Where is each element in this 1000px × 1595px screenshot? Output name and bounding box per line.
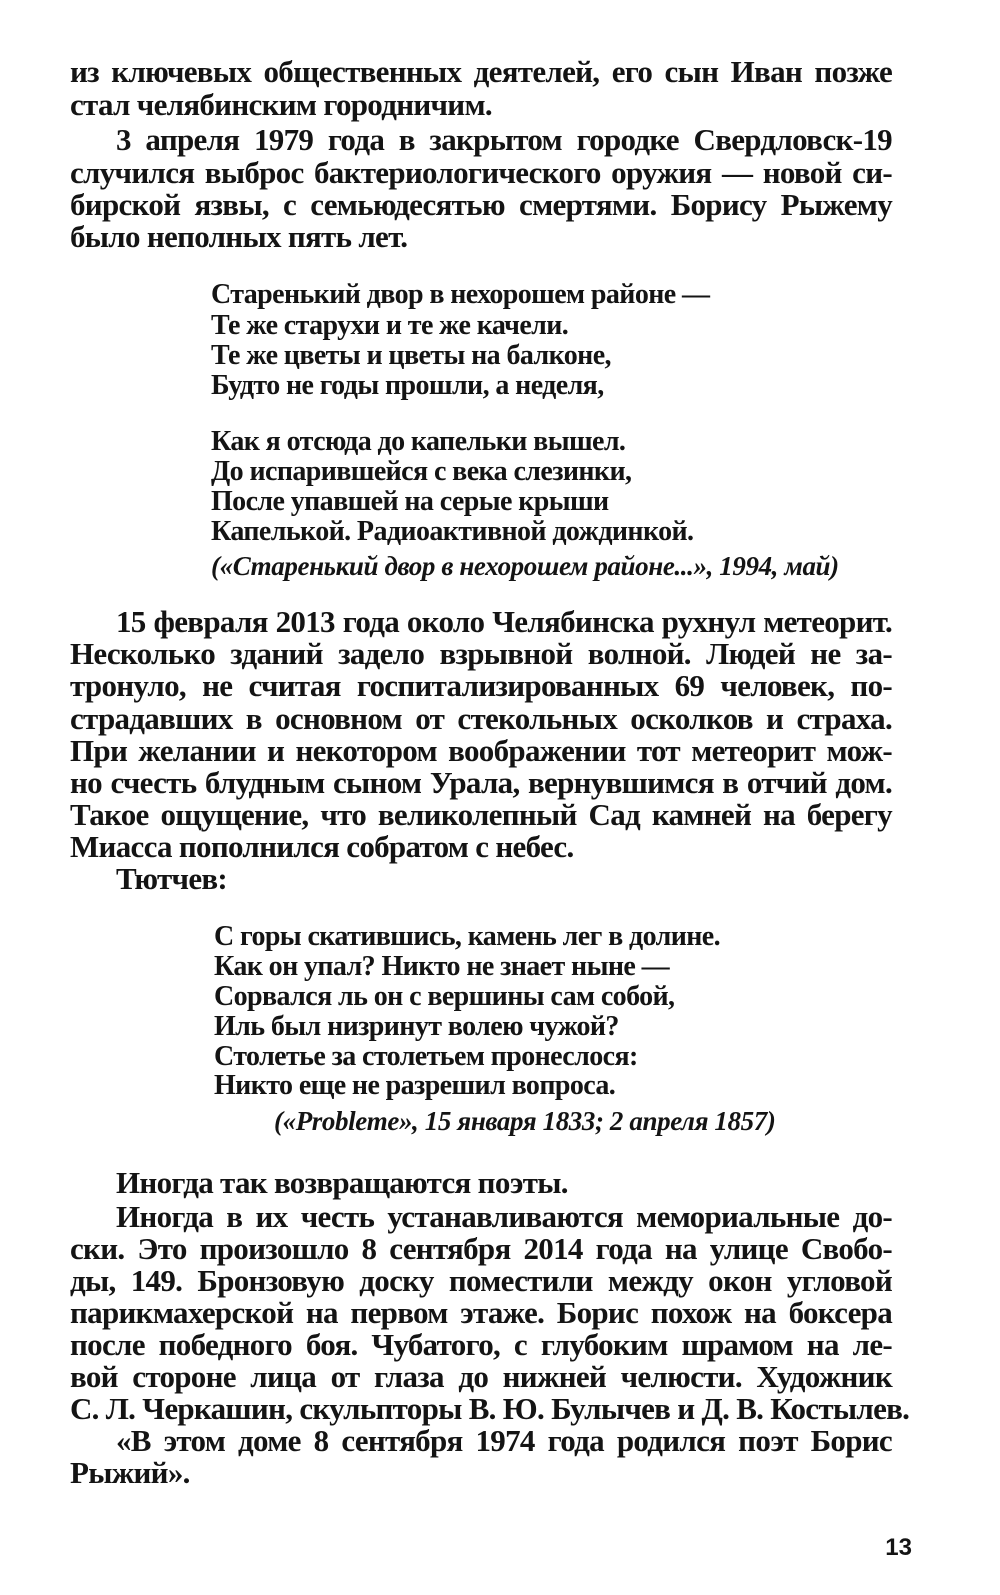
verse-line: С горы скатившись, камень лег в долине.: [214, 921, 721, 952]
verse-line: Никто еще не разрешил вопроса.: [214, 1070, 616, 1101]
verse-line: До испарившейся с века слезинки,: [211, 456, 632, 487]
text-line: Несколько зданий задело взрывной волной. Людей не за-: [70, 636, 892, 671]
page-number: 13: [885, 1534, 912, 1561]
verse-line: После упавшей на серые крыши: [211, 486, 609, 517]
poem-citation: («Старенький двор в нехорошем районе...», 1994, май): [211, 551, 839, 581]
verse-line: Как он упал? Никто не знает ныне —: [214, 951, 669, 982]
text-line: из ключевых общественных деятелей, его сын Иван позже: [70, 54, 892, 89]
text-line: Рыжий».: [70, 1455, 190, 1490]
text-line: но счесть блудным сыном Урала, вернувшимся в отчий дом.: [70, 765, 892, 800]
text-line: Такое ощущение, что великолепный Сад камней на берегу: [70, 797, 892, 832]
text-line: после победного боя. Чубатого, с глубоким шрамом на ле-: [70, 1327, 892, 1362]
text-line: случился выброс бактериологического оружия — новой си-: [70, 155, 892, 190]
text-line: При желании и некотором воображении тот метеорит мож-: [70, 733, 892, 768]
verse-line: Как я отсюда до капельки вышел.: [211, 426, 626, 457]
text-line: парикмахерской на первом этаже. Борис похож на боксера: [70, 1295, 892, 1330]
verse-line: Сорвался ль он с вершины сам собой,: [214, 981, 675, 1012]
text-line: было неполных пять лет.: [70, 219, 408, 254]
text-line: 3 апреля 1979 года в закрытом городке Свердловск-19: [116, 122, 892, 157]
text-line: Миасса пополнился собратом с небес.: [70, 829, 574, 864]
text-line: тронуло, не считая госпитализированных 69 человек, по-: [70, 668, 892, 703]
text-line: вой стороне лица от глаза до нижней челюсти. Художник: [70, 1359, 892, 1394]
text-line: «В этом доме 8 сентября 1974 года родился поэт Борис: [116, 1423, 892, 1458]
text-line: ды, 149. Бронзовую доску поместили между окон угловой: [70, 1263, 892, 1298]
poem-citation: («Probleme», 15 января 1833; 2 апреля 1857): [274, 1106, 776, 1136]
text-line: 15 февраля 2013 года около Челябинска рухнул метеорит.: [116, 604, 892, 639]
text-line: бирской язвы, с семьюдесятью смертями. Борису Рыжему: [70, 187, 892, 222]
verse-line: Столетье за столетьем пронеслося:: [214, 1041, 638, 1072]
text-line: страдавших в основном от стекольных осколков и страха.: [70, 701, 892, 736]
verse-line: Старенький двор в нехорошем районе —: [211, 279, 710, 310]
verse-line: Те же цветы и цветы на балконе,: [211, 340, 611, 371]
text-line: Тютчев:: [116, 861, 228, 896]
verse-line: Те же старухи и те же качели.: [211, 310, 569, 341]
text-line: С. Л. Черкашин, скульпторы В. Ю. Булычев и Д. В. Костылев.: [70, 1391, 910, 1426]
text-line: ски. Это произошло 8 сентября 2014 года на улице Свобо-: [70, 1231, 892, 1266]
text-line: стал челябинским городничим.: [70, 87, 492, 122]
verse-line: Иль был низринут волею чужой?: [214, 1011, 619, 1042]
text-line: Иногда в их честь устанавливаются мемориальные до-: [116, 1199, 892, 1234]
text-line: Иногда так возвращаются поэты.: [116, 1165, 568, 1200]
verse-line: Капелькой. Радиоактивной дождинкой.: [211, 516, 694, 547]
verse-line: Будто не годы прошли, а неделя,: [211, 370, 604, 401]
